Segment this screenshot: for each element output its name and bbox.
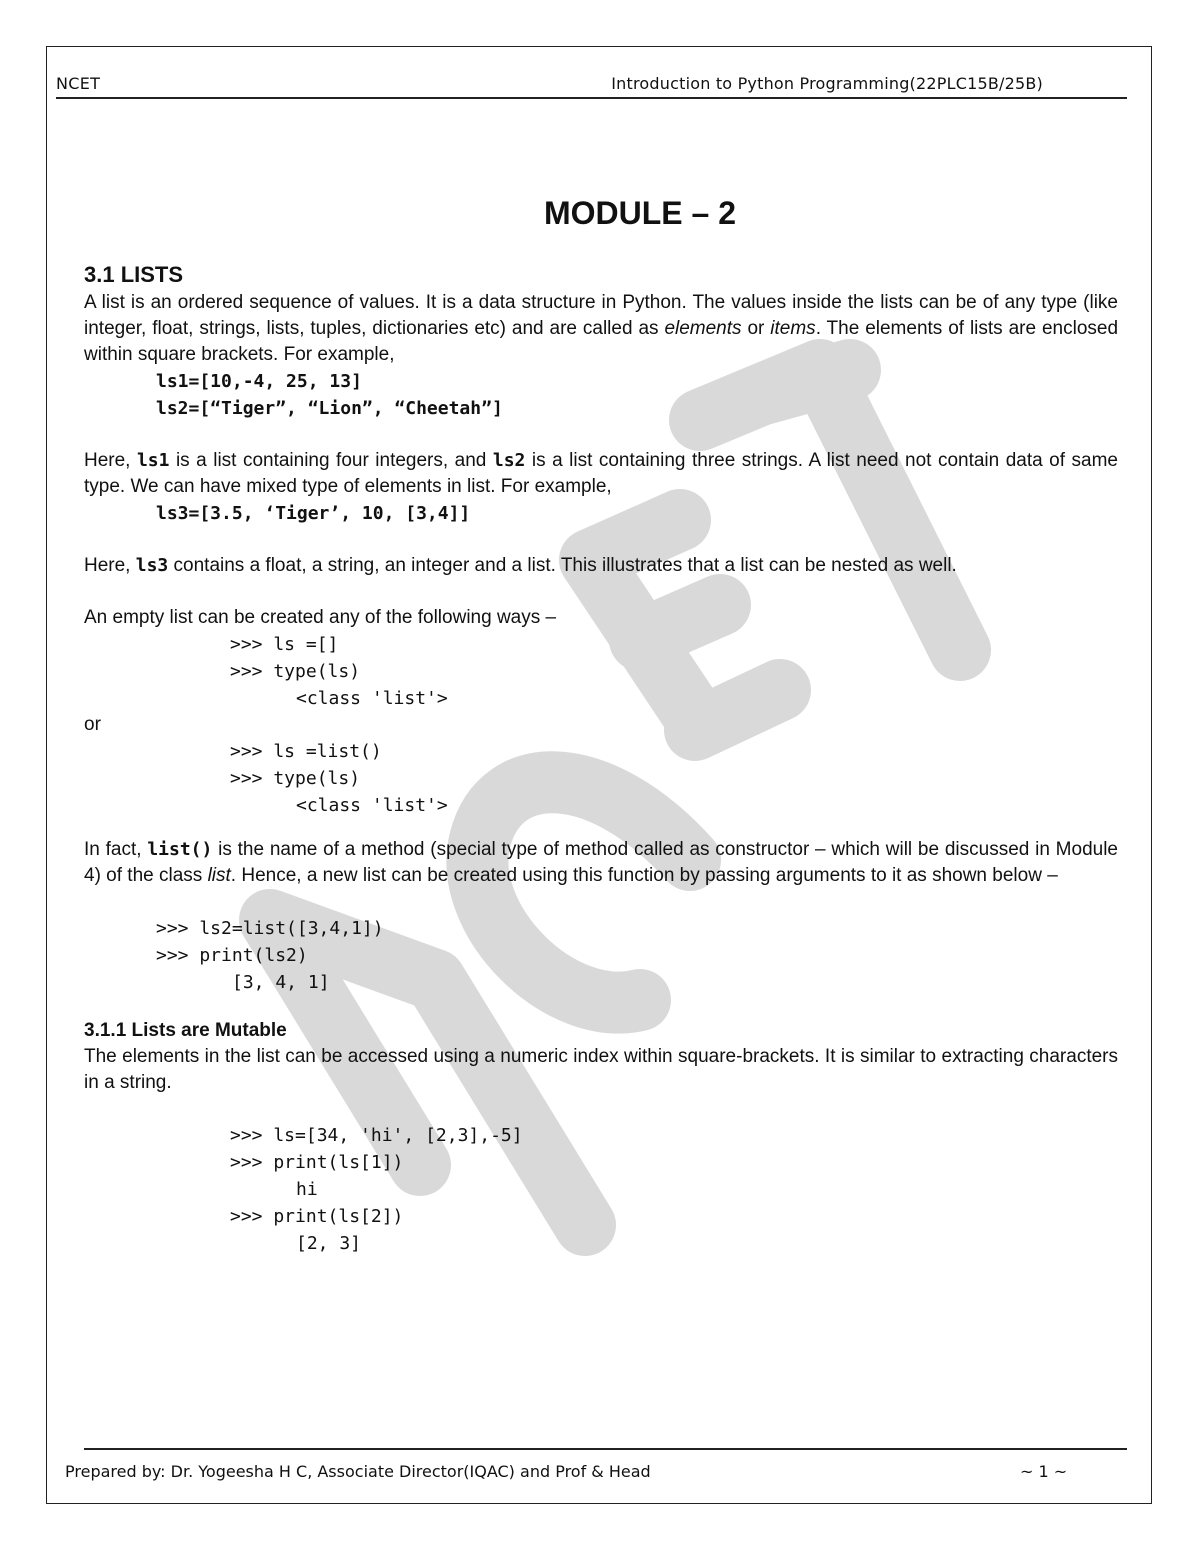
paragraph-ls1-ls2: Here, ls1 is a list containing four integers, and ls2 is a list containing three strings. A list need not contain data of same type. We can have mixed type of elements in list. For example, [84,450,1118,497]
paragraph-ls3: Here, ls3 contains a float, a string, an integer and a list. This illustrates that a list can be nested as well. [84,555,957,576]
code-output: [3, 4, 1] [232,972,330,993]
code-output: <class 'list'> [296,688,448,709]
code-line: >>> print(ls[1]) [230,1152,404,1173]
page-number: ~ 1 ~ [1020,1462,1068,1481]
paragraph-constructor: In fact, list() is the name of a method (special type of method called as constructor – which will be discussed in Module 4) of the class list. Hence, a new list can be created using this function by passing arguments to it as shown below – [84,839,1119,886]
or-text: or [84,714,101,735]
subsection-heading: 3.1.1 Lists are Mutable [84,1020,287,1041]
footer-rule [84,1448,1127,1450]
paragraph-intro: A list is an ordered sequence of values. It is a data structure in Python. The values inside the lists can be of any type (like integer, float, strings, lists, tuples, dictionaries etc) and are called as elements or items. The elements of lists are enclosed within square brackets. For example, [84,292,1119,365]
section-heading: 3.1 LISTS [84,262,184,287]
code-line: >>> ls =[] [230,634,339,655]
code-line: >>> type(ls) [230,661,361,682]
header-right: Introduction to Python Programming(22PLC15B/25B) [611,74,1043,93]
paragraph-mutable: The elements in the list can be accessed using a numeric index within square-brackets. It is similar to extracting characters in a string. [84,1046,1118,1093]
main-content [84,260,1118,1257]
code-output: [2, 3] [296,1233,362,1254]
footer-left: Prepared by: Dr. Yogeesha H C, Associate Director(IQAC) and Prof & Head [65,1462,651,1481]
code-line: ls1=[10,-4, 25, 13] [156,371,362,392]
header-rule [56,97,1127,99]
code-line: >>> ls2=list([3,4,1]) [156,918,384,939]
code-line: ls2=[“Tiger”, “Lion”, “Cheetah”] [156,398,503,419]
page-title: MODULE – 2 [543,195,737,231]
paragraph-empty-list: An empty list can be created any of the following ways – [84,607,557,628]
code-line: >>> print(ls2) [156,945,308,966]
code-output: hi [296,1179,318,1200]
code-output: <class 'list'> [296,795,448,816]
code-line: ls3=[3.5, ‘Tiger’, 10, [3,4]] [156,503,471,524]
code-line: >>> ls =list() [230,741,382,762]
code-line: >>> print(ls[2]) [230,1206,404,1227]
header-left: NCET [56,74,101,93]
code-line: >>> type(ls) [230,768,361,789]
code-line: >>> ls=[34, 'hi', [2,3],-5] [230,1125,523,1146]
